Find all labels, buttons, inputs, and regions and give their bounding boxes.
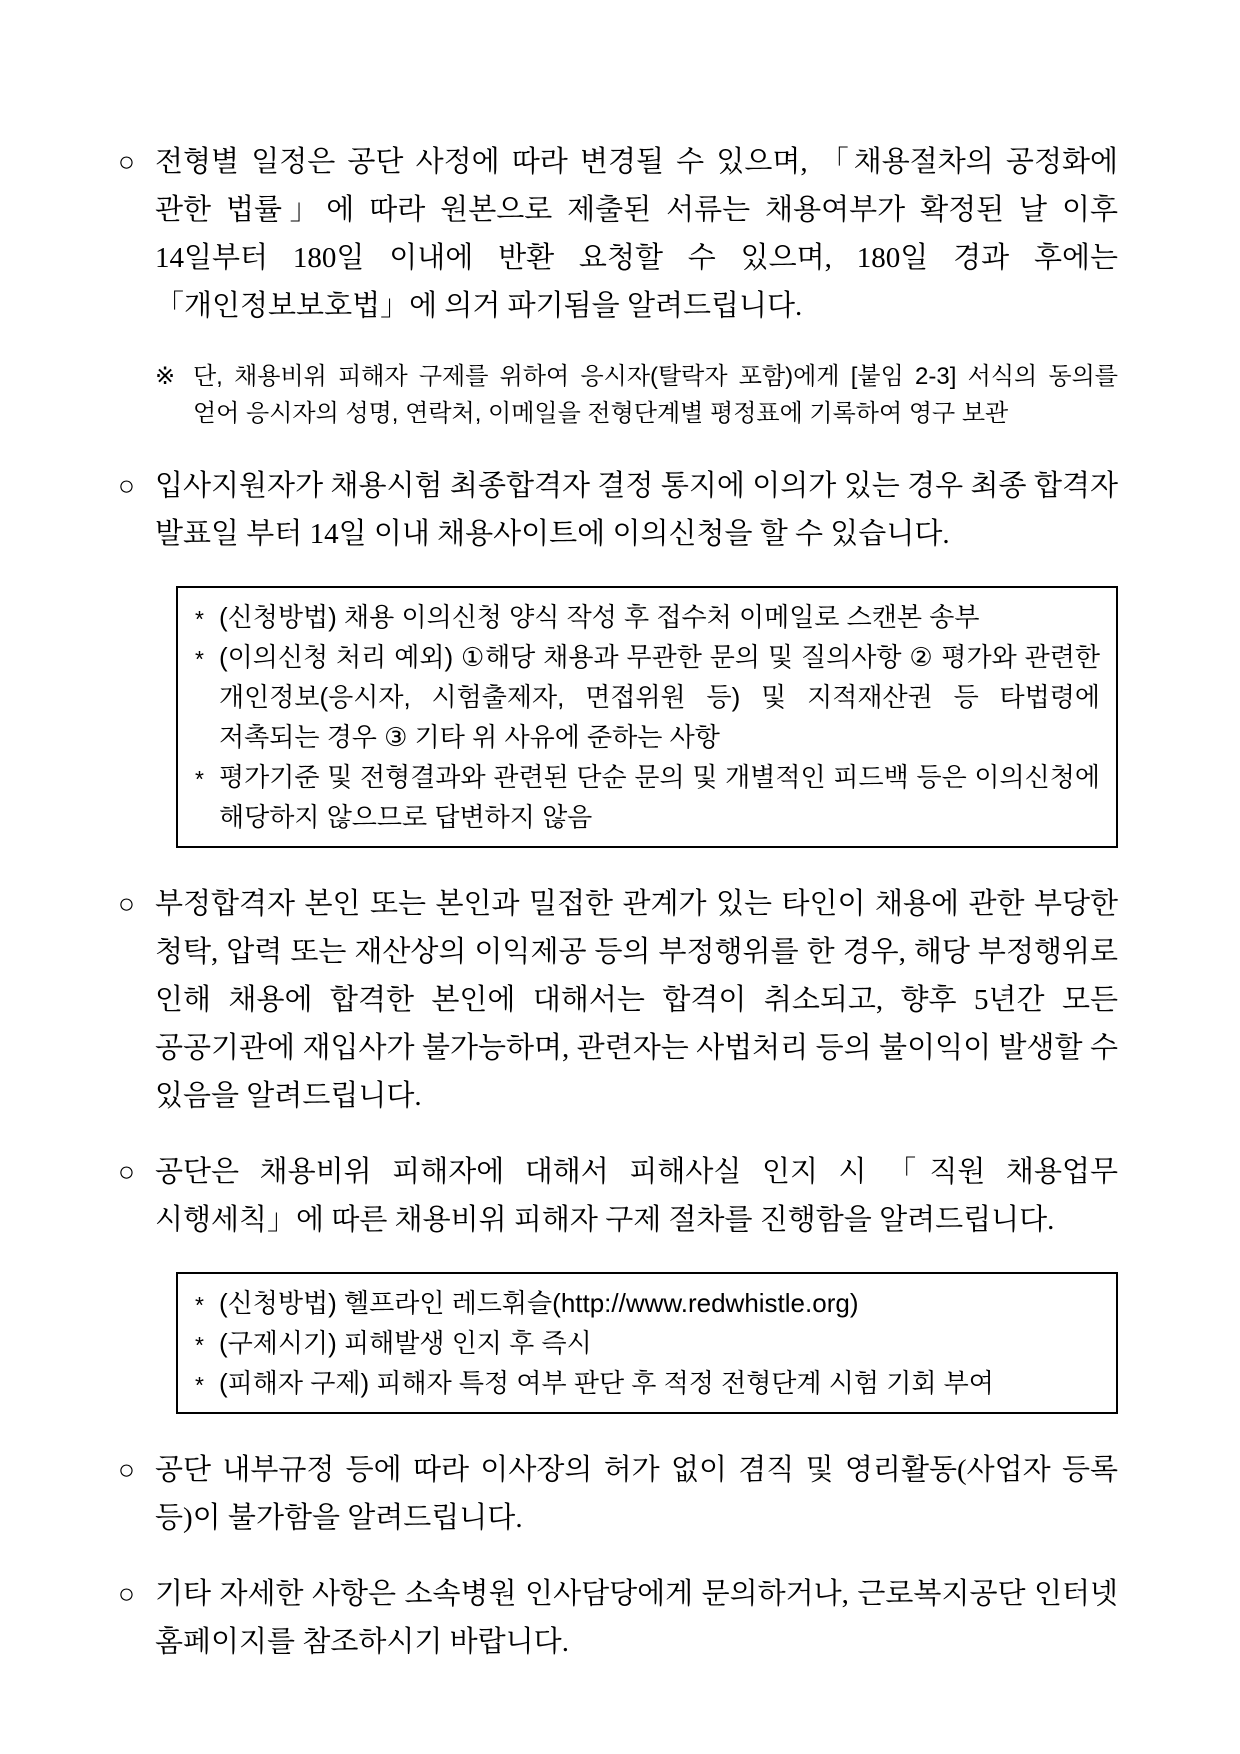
notice-item-side-job (118, 1446, 1118, 1542)
asterisk-icon: * (195, 1372, 204, 1398)
box-item-text: (이의신청 처리 예외) ①해당 채용과 무관한 문의 및 질의사항 ② 평가와 관련한 개인정보(응시자, 시험출제자, 면접위원 등) 및 지적재산권 등 타법령에 저촉되는 경우 ③ 기타 위 사유에 준하는 사항 (219, 642, 1100, 752)
notice-item-victim-remedy (118, 1148, 1118, 1244)
notice-text: 공단 내부규정 등에 따라 이사장의 허가 없이 겸직 및 영리활동(사업자 등록 등)이 불가함을 알려드립니다. (155, 1454, 1118, 1534)
asterisk-icon: * (195, 766, 204, 792)
asterisk-icon: * (195, 1292, 204, 1318)
notice-text: 공단은 채용비위 피해자에 대해서 피해사실 인지 시 「직원 채용업무 시행세칙」에 따른 채용비위 피해자 구제 절차를 진행함을 알려드립니다. (155, 1156, 1118, 1236)
asterisk-icon: * (195, 1332, 204, 1358)
box-item-text: (신청방법) 헬프라인 레드휘슬(http://www.redwhistle.org) (219, 1288, 859, 1318)
circle-bullet-icon: ○ (118, 1579, 135, 1610)
asterisk-icon: * (195, 646, 204, 672)
box-item-application-method (192, 597, 1100, 637)
notice-text: 기타 자세한 사항은 소속병원 인사담당에게 문의하거나, 근로복지공단 인터넷 홈페이지를 참조하시기 바랍니다. (155, 1578, 1118, 1658)
circle-bullet-icon: ○ (118, 1455, 135, 1486)
notice-item-inquiry (118, 1570, 1118, 1666)
notice-item-schedule (118, 138, 1118, 330)
asterisk-icon: * (195, 606, 204, 632)
notice-text: 전형별 일정은 공단 사정에 따라 변경될 수 있으며, 「채용절차의 공정화에 관한 법률」에 따라 원본으로 제출된 서류는 채용여부가 확정된 날 이후 14일부터 180일 이내에 반환 요청할 수 있으며, 180일 경과 후에는 「개인정보보호법」에 의거 파기됨을 알려드립니다. (155, 146, 1118, 322)
circle-bullet-icon: ○ (118, 889, 135, 920)
note-text: 단, 채용비위 피해자 구제를 위하여 응시자(탈락자 포함)에게 [붙임 2-3] 서식의 동의를 얻어 응시자의 성명, 연락처, 이메일을 전형단계별 평정표에 기록하여 영구 보관 (193, 363, 1118, 427)
box-item-text: (신청방법) 채용 이의신청 양식 작성 후 접수처 이메일로 스캔본 송부 (219, 602, 980, 632)
circle-bullet-icon: ○ (118, 147, 135, 178)
box-item-text: 평가기준 및 전형결과와 관련된 단순 문의 및 개별적인 피드백 등은 이의신청에 해당하지 않으므로 답변하지 않음 (219, 762, 1100, 832)
box-item-text: (피해자 구제) 피해자 특정 여부 판단 후 적정 전형단계 시험 기회 부여 (219, 1368, 994, 1398)
notice-item-objection (118, 462, 1118, 558)
circle-bullet-icon: ○ (118, 471, 135, 502)
box-item-remedy-timing (192, 1323, 1100, 1363)
box-item-text: (구제시기) 피해발생 인지 후 즉시 (219, 1328, 592, 1358)
box-item-no-reply (192, 757, 1100, 837)
reference-mark-icon: ※ (155, 363, 176, 390)
circle-bullet-icon: ○ (118, 1157, 135, 1188)
box-item-helpline (192, 1283, 1100, 1323)
remedy-info-box (176, 1272, 1118, 1414)
note-record-retention (155, 358, 1118, 432)
notice-text: 부정합격자 본인 또는 본인과 밀접한 관계가 있는 타인이 채용에 관한 부당한 청탁, 압력 또는 재산상의 이익제공 등의 부정행위를 한 경우, 해당 부정행위로 인해 채용에 합격한 본인에 대해서는 합격이 취소되고, 향후 5년간 모든 공공기관에 재입사가 불가능하며, 관련자는 사법처리 등의 불이익이 발생할 수 있음을 알려드립니다. (155, 888, 1118, 1112)
notice-text: 입사지원자가 채용시험 최종합격자 결정 통지에 이의가 있는 경우 최종 합격자 발표일 부터 14일 이내 채용사이트에 이의신청을 할 수 있습니다. (155, 470, 1118, 550)
objection-info-box (176, 586, 1118, 848)
box-item-victim-opportunity (192, 1363, 1100, 1403)
box-item-exceptions (192, 637, 1100, 757)
notice-item-fraud (118, 880, 1118, 1120)
